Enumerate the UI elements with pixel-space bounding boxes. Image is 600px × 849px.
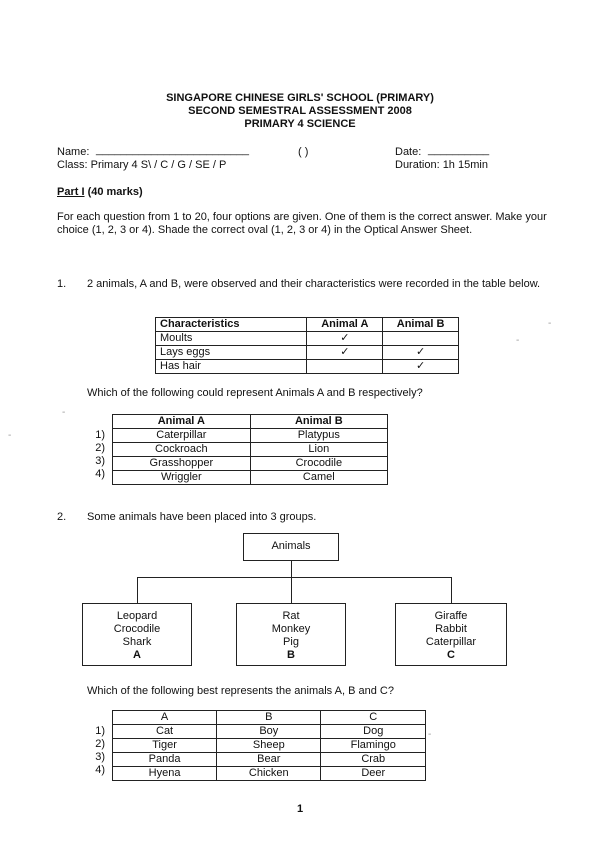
group-member: Rat [282,610,300,622]
q2-text: Some animals have been placed into 3 groups. [87,511,317,523]
group-box-c [395,603,507,666]
q1-table-header: Animal B [383,318,459,332]
group-label: C [447,649,455,661]
assessment-title: SECOND SEMESTRAL ASSESSMENT 2008 [188,105,412,117]
diagram-root-box [243,533,339,561]
table-cell: Platypus [250,429,387,443]
subject-title: PRIMARY 4 SCIENCE [244,118,356,130]
page-number: 1 [296,803,304,815]
q2-number: 2. [57,511,67,523]
table-cell: Has hair [156,360,307,374]
option-label: 3) [95,455,105,467]
q1-table-header: Animal A [307,318,383,332]
table-row [156,360,459,374]
table-cell: Cockroach [113,443,251,457]
scan-speck: - [8,430,12,441]
table-row [113,725,426,739]
option-label: 1) [95,725,105,737]
group-label: A [133,649,141,661]
table-row [113,457,388,471]
table-cell: ✓ [383,360,459,374]
table-row [113,429,388,443]
group-member: Caterpillar [425,636,477,648]
q2-option-header: A [113,711,217,725]
option-label: 1) [95,429,105,441]
group-box-a [82,603,192,666]
q1-option-header: Animal A [113,415,251,429]
part-title: Part I [57,186,85,198]
date-label: Date: [395,146,422,158]
table-cell: ✓ [307,332,383,346]
q1-characteristics-table [155,317,459,374]
diagram-connector [291,561,292,577]
name-label: Name: [57,146,90,158]
table-cell: Flamingo [321,739,426,753]
option-label: 2) [95,442,105,454]
table-cell: Caterpillar [113,429,251,443]
table-row [113,739,426,753]
table-row [113,471,388,485]
table-row [113,753,426,767]
group-member: Shark [122,636,152,648]
q1-options-table [112,414,388,485]
option-label: 3) [95,751,105,763]
diagram-connector [137,577,138,603]
q1-text: 2 animals, A and B, were observed and their characteristics were recorded in the table below. [87,278,541,290]
q2-options-table [112,710,426,781]
group-label: B [287,649,295,661]
group-member: Crocodile [113,623,161,635]
q1-option-header: Animal B [250,415,387,429]
group-member: Pig [283,636,299,648]
part-marks: (40 marks) [84,186,143,198]
register-number-parens: ( ) [298,146,309,158]
table-cell: Deer [321,767,426,781]
table-cell: Lays eggs [156,346,307,360]
table-cell: Lion [250,443,387,457]
q2-question: Which of the following best represents the animals A, B and C? [87,685,394,697]
q1-option-labels [85,429,105,481]
table-cell: Tiger [113,739,217,753]
table-row [113,767,426,781]
duration: Duration: 1h 15min [395,159,488,171]
table-cell: Chicken [217,767,321,781]
diagram-connector [291,577,292,603]
diagram-connector [451,577,452,603]
table-cell: Boy [217,725,321,739]
table-cell: Camel [250,471,387,485]
group-member: Rabbit [435,623,467,635]
table-cell: Dog [321,725,426,739]
table-cell: Sheep [217,739,321,753]
diagram-root-label: Animals [271,540,311,552]
scan-speck: - [428,729,432,740]
q2-option-header: B [217,711,321,725]
diagram-connector [137,577,451,578]
table-cell: Crocodile [250,457,387,471]
group-member: Leopard [116,610,158,622]
group-box-b [236,603,346,666]
table-row [156,332,459,346]
part-heading [57,186,143,198]
class-label: Class: Primary 4 S\ / C / G / SE / P [57,159,227,171]
table-cell: ✓ [383,346,459,360]
table-row [113,443,388,457]
table-cell: Grasshopper [113,457,251,471]
table-cell: Panda [113,753,217,767]
table-cell [383,332,459,346]
option-label: 4) [95,764,105,776]
table-cell [307,360,383,374]
table-row [156,346,459,360]
table-cell: Cat [113,725,217,739]
school-name: SINGAPORE CHINESE GIRLS' SCHOOL (PRIMARY) [166,92,434,104]
name-blank: _________________________ [96,144,249,156]
scan-speck: - [516,335,520,346]
table-cell: Moults [156,332,307,346]
table-cell: ✓ [307,346,383,360]
table-cell: Crab [321,753,426,767]
table-cell: Bear [217,753,321,767]
scan-speck: - [62,407,66,418]
q2-option-header: C [321,711,426,725]
date-blank: __________ [428,144,490,156]
q1-number: 1. [57,278,67,290]
q1-table-header: Characteristics [156,318,307,332]
table-cell: Hyena [113,767,217,781]
group-member: Monkey [271,623,311,635]
scan-speck: - [548,318,552,329]
table-cell: Wriggler [113,471,251,485]
q1-question: Which of the following could represent Animals A and B respectively? [87,387,423,399]
option-label: 2) [95,738,105,750]
instructions: For each question from 1 to 20, four options are given. One of them is the correct answer. Make your choice (1, 2, 3 or 4). Shade the correct oval (1, 2, 3 or 4) in the Optical Answer Sheet. [57,211,547,236]
q2-option-labels [85,725,105,777]
group-member: Giraffe [434,610,468,622]
option-label: 4) [95,468,105,480]
